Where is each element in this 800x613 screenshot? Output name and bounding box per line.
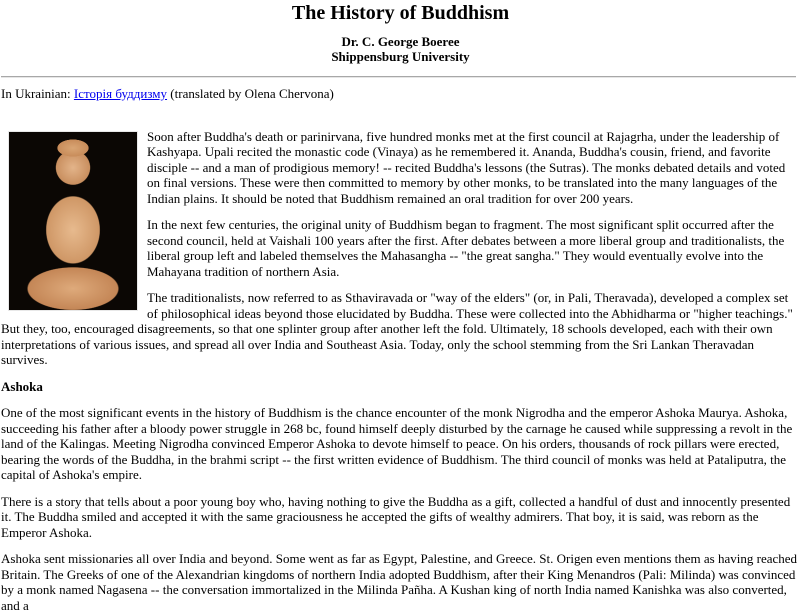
author-block bbox=[1, 34, 800, 64]
ukrainian-translation-link[interactable]: Історія буддизму bbox=[74, 86, 167, 101]
translation-suffix: (translated by Olena Chervona) bbox=[167, 86, 334, 101]
ashoka-paragraph-3: Ashoka sent missionaries all over India and beyond. Some went as far as Egypt, Palestine, and Greece. St. Origen even mentions them as having reached Britain. The Greeks of one of the Alexandrian kingdoms of northern India adopted Buddhism, after their King Menandros (Pali: Milinda) was convinced by a monk named Nagasena -- the conversation immortalized in the Milinda Pañha. A Kushan king of north India named Kanishka was also converted, and a bbox=[1, 551, 800, 613]
author-name: Dr. C. George Boeree bbox=[1, 34, 800, 49]
translation-prefix: In Ukrainian: bbox=[1, 86, 74, 101]
author-institution: Shippensburg University bbox=[1, 49, 800, 64]
intro-paragraph-1: Soon after Buddha's death or parinirvana, five hundred monks met at the first council at Rajagrha, under the leadership of Kashyapa. Upali recited the monastic code (Vinaya) as he remembered it. Ananda, Buddha's cousin, friend, and favorite disciple -- and a man of prodigious memory! -- recited Buddha's lessons (the Sutras). The monks debated details and voted on final versions. These were then committed to memory by other monks, to be translated into the many languages of the Indian plains. It should be noted that Buddhism remained an oral tradition for over 200 years. bbox=[1, 129, 800, 207]
ashoka-paragraph-2: There is a story that tells about a poor young boy who, having nothing to give the Buddha as a gift, collected a handful of dust and innocently presented it. The Buddha smiled and accepted it with the same graciousness he accepted the gifts of wealthy admirers. That boy, it is said, was reborn as the Emperor Ashoka. bbox=[1, 494, 800, 541]
intro-paragraph-2: In the next few centuries, the original unity of Buddhism began to fragment. The most significant split occurred after the second council, held at Vaishali 100 years after the first. After debates between a more liberal group and traditionalists, the liberal group left and labeled themselves the Mahasangha -- "the great sangha." They would eventually evolve into the Mahayana tradition of northern Asia. bbox=[1, 217, 800, 279]
header-divider bbox=[1, 76, 796, 78]
page-title: The History of Buddhism bbox=[1, 0, 800, 25]
article-body bbox=[1, 129, 800, 613]
translation-note bbox=[1, 86, 800, 102]
ashoka-paragraph-1: One of the most significant events in the history of Buddhism is the chance encounter of the monk Nigrodha and the emperor Ashoka Maurya. Ashoka, succeeding his father after a bloody power struggle in 268 bc, found himself deeply disturbed by the carnage he caused while suppressing a revolt in the land of the Kalingas. Meeting Nigrodha convinced Emperor Ashoka to devote himself to peace. On his orders, thousands of rock pillars were erected, bearing the words of the Buddha, in the brahmi script -- the first written evidence of Buddhism. The third council of monks was held at Pataliputra, the capital of Ashoka's empire. bbox=[1, 405, 800, 483]
buddha-statue-image bbox=[8, 131, 138, 311]
section-heading-ashoka: Ashoka bbox=[1, 379, 800, 395]
intro-paragraph-3: The traditionalists, now referred to as Sthaviravada or "way of the elders" (or, in Pali, Theravada), developed a complex set of philosophical ideas beyond those elucidated by Buddha. These were collected into the Abhidharma or "higher teachings." But they, too, encouraged disagreements, so that one splinter group after another left the fold. Ultimately, 18 schools developed, each with their own interpretations of various issues, and spread all over India and Southeast Asia. Today, only the school stemming from the Sri Lankan Theravadan survives. bbox=[1, 290, 800, 368]
